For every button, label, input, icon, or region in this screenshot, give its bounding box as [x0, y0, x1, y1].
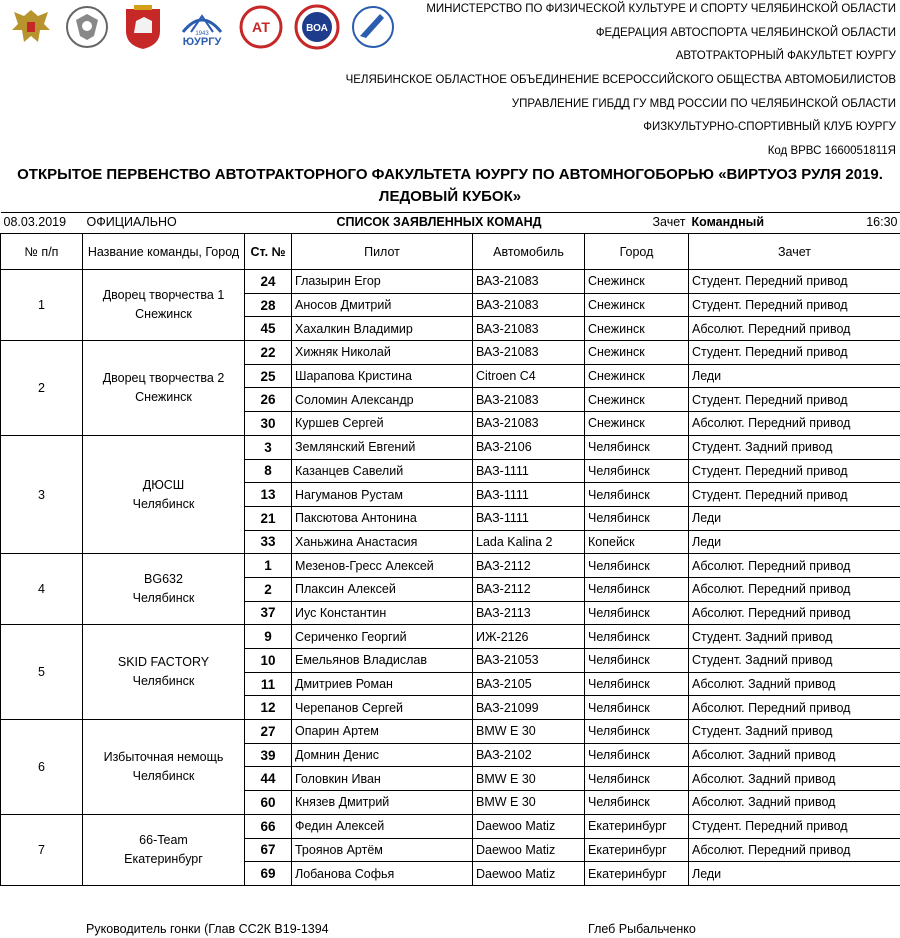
class-cell: Леди — [689, 364, 900, 388]
car-cell: ВАЗ-21083 — [473, 317, 585, 341]
team-number: 1 — [1, 270, 83, 341]
start_no-cell: 24 — [245, 270, 292, 294]
city-cell: Снежинск — [585, 317, 689, 341]
start_no-cell: 37 — [245, 601, 292, 625]
city-cell: Челябинск — [585, 577, 689, 601]
city-cell: Челябинск — [585, 649, 689, 673]
col-header: Зачет — [689, 234, 900, 270]
org-line: МИНИСТЕРСТВО ПО ФИЗИЧЕСКОЙ КУЛЬТУРЕ И СПОРТУ ЧЕЛЯБИНСКОЙ ОБЛАСТИ — [426, 3, 896, 15]
car-cell: ВАЗ-1111 — [473, 459, 585, 483]
team-name-cell — [83, 814, 245, 885]
start_no-cell: 30 — [245, 412, 292, 436]
city-cell: Челябинск — [585, 743, 689, 767]
team-name: 66-Team — [139, 832, 188, 847]
car-cell: ВАЗ-21083 — [473, 293, 585, 317]
start_no-cell: 44 — [245, 767, 292, 791]
city-cell: Снежинск — [585, 388, 689, 412]
class-cell: Студент. Передний привод — [689, 388, 900, 412]
city-cell: Челябинск — [585, 554, 689, 578]
start_no-cell: 66 — [245, 814, 292, 838]
class-cell: Студент. Передний привод — [689, 483, 900, 507]
city-cell: Челябинск — [585, 601, 689, 625]
pilot-cell: Паксютова Антонина — [292, 506, 473, 530]
class-cell: Абсолют. Передний привод — [689, 696, 900, 720]
pilot-cell: Емельянов Владислав — [292, 649, 473, 673]
car-cell: Daewoo Matiz — [473, 838, 585, 862]
svg-text:АТ: АТ — [252, 19, 270, 35]
pilot-cell: Лобанова Софья — [292, 862, 473, 886]
car-cell: ВАЗ-21099 — [473, 696, 585, 720]
col-header: Автомобиль — [473, 234, 585, 270]
table-row — [1, 720, 900, 744]
start_no-cell: 22 — [245, 341, 292, 365]
city-cell: Екатеринбург — [585, 862, 689, 886]
org-line: АВТОТРАКТОРНЫЙ ФАКУЛЬТЕТ ЮУРГУ — [675, 50, 896, 62]
table-row — [1, 341, 900, 365]
car-cell: ВАЗ-2102 — [473, 743, 585, 767]
class-cell: Абсолют. Задний привод — [689, 791, 900, 815]
pilot-cell: Землянский Евгений — [292, 435, 473, 459]
class-cell: Студент. Задний привод — [689, 435, 900, 459]
start_no-cell: 45 — [245, 317, 292, 341]
start_no-cell: 21 — [245, 506, 292, 530]
status-label: ОФИЦИАЛЬНО — [86, 215, 177, 229]
table-row — [1, 435, 900, 459]
start_no-cell: 39 — [245, 743, 292, 767]
car-cell: BMW E 30 — [473, 720, 585, 744]
pilot-cell: Федин Алексей — [292, 814, 473, 838]
team-name: Дворец творчества 2 — [102, 370, 225, 385]
car-cell: ВАЗ-2105 — [473, 672, 585, 696]
pilot-cell: Головкин Иван — [292, 767, 473, 791]
document-title — [0, 164, 900, 208]
eagle-seal-icon — [62, 2, 112, 52]
team-number: 7 — [1, 814, 83, 885]
class-cell: Леди — [689, 530, 900, 554]
car-cell: ВАЗ-2112 — [473, 554, 585, 578]
team-number: 2 — [1, 341, 83, 436]
class-cell: Студент. Задний привод — [689, 649, 900, 673]
class-cell: Студент. Передний привод — [689, 459, 900, 483]
team-name: BG632 — [144, 572, 183, 587]
team-name-cell — [83, 625, 245, 720]
russian-eagle-emblem-icon — [6, 2, 56, 52]
class-cell: Абсолют. Передний привод — [689, 554, 900, 578]
team-name-cell — [83, 554, 245, 625]
start_no-cell: 10 — [245, 649, 292, 673]
pilot-cell: Опарин Артем — [292, 720, 473, 744]
org-line: ЧЕЛЯБИНСКОЕ ОБЛАСТНОЕ ОБЪЕДИНЕНИЕ ВСЕРОССИЙСКОГО ОБЩЕСТВА АВТОМОБИЛИСТОВ — [345, 74, 896, 86]
car-cell: Daewoo Matiz — [473, 862, 585, 886]
susu-university-logo — [174, 2, 230, 52]
class-cell: Абсолют. Задний привод — [689, 767, 900, 791]
pilot-cell: Аносов Дмитрий — [292, 293, 473, 317]
att-faculty-logo — [236, 2, 286, 52]
pilot-cell: Шарапова Кристина — [292, 364, 473, 388]
pilot-cell: Иус Константин — [292, 601, 473, 625]
team-name: SKID FACTORY — [117, 655, 210, 670]
chelyabinsk-coat-of-arms-icon — [118, 2, 168, 52]
class-cell: Студент. Задний привод — [689, 625, 900, 649]
city-cell: Снежинск — [585, 364, 689, 388]
team-name-cell — [83, 720, 245, 815]
col-header: Ст. № — [245, 234, 292, 270]
race-director-name: Глеб Рыбальченко — [588, 922, 696, 936]
city-cell: Снежинск — [585, 341, 689, 365]
team-city: Снежинск — [135, 389, 192, 404]
car-cell: ВАЗ-21053 — [473, 649, 585, 673]
team-city: Челябинск — [132, 674, 195, 689]
car-cell: ВАЗ-21083 — [473, 341, 585, 365]
city-cell: Снежинск — [585, 270, 689, 294]
race-director-label: Руководитель гонки (Глав СС2К В19-1394 — [86, 922, 329, 936]
svg-text:1943: 1943 — [195, 31, 209, 36]
class-cell: Абсолют. Передний привод — [689, 838, 900, 862]
gai-inspection-logo — [348, 2, 398, 52]
city-cell: Челябинск — [585, 672, 689, 696]
class-cell: Студент. Передний привод — [689, 293, 900, 317]
start_no-cell: 26 — [245, 388, 292, 412]
city-cell: Снежинск — [585, 293, 689, 317]
class-cell: Студент. Передний привод — [689, 814, 900, 838]
table-row — [1, 625, 900, 649]
car-cell: BMW E 30 — [473, 791, 585, 815]
start_no-cell: 27 — [245, 720, 292, 744]
team-name-cell — [83, 341, 245, 436]
city-cell: Челябинск — [585, 459, 689, 483]
table-row — [1, 270, 900, 294]
title-line-1: ОТКРЫТОЕ ПЕРВЕНСТВО АВТОТРАКТОРНОГО ФАКУЛЬТЕТА ЮУРГУ ПО АВТОМНОГОБОРЬЮ «ВИРТУОЗ РУЛЯ 2019. — [17, 166, 883, 183]
event-time: 16:30 — [866, 215, 898, 229]
logos-bar — [6, 2, 398, 52]
class-cell: Абсолют. Задний привод — [689, 743, 900, 767]
car-cell: ВАЗ-21083 — [473, 270, 585, 294]
car-cell: ВАЗ-21083 — [473, 388, 585, 412]
city-cell: Челябинск — [585, 696, 689, 720]
susu-logo-text: ЮУРГУ — [182, 36, 222, 48]
org-line: УПРАВЛЕНИЕ ГИБДД ГУ МВД РОССИИ ПО ЧЕЛЯБИНСКОЙ ОБЛАСТИ — [511, 98, 896, 110]
city-cell: Челябинск — [585, 435, 689, 459]
pilot-cell: Домнин Денис — [292, 743, 473, 767]
event-date: 08.03.2019 — [3, 215, 67, 229]
col-header: Название команды, Город — [83, 234, 245, 270]
team-name: Избыточная немощь — [103, 749, 224, 764]
voa-society-logo — [292, 2, 342, 52]
table-row — [1, 814, 900, 838]
car-cell: Citroen C4 — [473, 364, 585, 388]
start_no-cell: 33 — [245, 530, 292, 554]
car-cell: Daewoo Matiz — [473, 814, 585, 838]
start_no-cell: 28 — [245, 293, 292, 317]
pilot-cell: Плаксин Алексей — [292, 577, 473, 601]
city-cell: Челябинск — [585, 720, 689, 744]
pilot-cell: Троянов Артём — [292, 838, 473, 862]
class-cell: Абсолют. Передний привод — [689, 317, 900, 341]
title-line-2: ЛЕДОВЫЙ КУБОК» — [378, 188, 522, 205]
pilot-cell: Ханьжина Анастасия — [292, 530, 473, 554]
class-cell: Студент. Передний привод — [689, 270, 900, 294]
col-header: Город — [585, 234, 689, 270]
org-line: ФЕДЕРАЦИЯ АВТОСПОРТА ЧЕЛЯБИНСКОЙ ОБЛАСТИ — [595, 27, 896, 39]
car-cell: ВАЗ-2112 — [473, 577, 585, 601]
pilot-cell: Князев Дмитрий — [292, 791, 473, 815]
class-cell: Абсолют. Задний привод — [689, 672, 900, 696]
column-header-row — [1, 234, 900, 270]
team-name: ДЮСШ — [142, 477, 185, 492]
pilot-cell: Нагуманов Рустам — [292, 483, 473, 507]
class-cell: Студент. Задний привод — [689, 720, 900, 744]
start_no-cell: 67 — [245, 838, 292, 862]
car-cell: Lada Kalina 2 — [473, 530, 585, 554]
start_no-cell: 69 — [245, 862, 292, 886]
team-city: Челябинск — [132, 768, 195, 783]
team-city: Челябинск — [132, 496, 195, 511]
class-cell: Леди — [689, 506, 900, 530]
city-cell: Снежинск — [585, 412, 689, 436]
car-cell: ВАЗ-1111 — [473, 506, 585, 530]
teams-table — [0, 212, 900, 886]
start_no-cell: 3 — [245, 435, 292, 459]
car-cell: ВАЗ-2106 — [473, 435, 585, 459]
city-cell: Екатеринбург — [585, 838, 689, 862]
class-cell: Абсолют. Передний привод — [689, 601, 900, 625]
team-number: 6 — [1, 720, 83, 815]
pilot-cell: Сериченко Георгий — [292, 625, 473, 649]
start_no-cell: 9 — [245, 625, 292, 649]
registry-code: Код ВРВС 1660051811Я — [767, 145, 896, 157]
pilot-cell: Дмитриев Роман — [292, 672, 473, 696]
city-cell: Челябинск — [585, 625, 689, 649]
col-header: Пилот — [292, 234, 473, 270]
pilot-cell: Хахалкин Владимир — [292, 317, 473, 341]
class-cell: Студент. Передний привод — [689, 341, 900, 365]
start_no-cell: 2 — [245, 577, 292, 601]
city-cell: Екатеринбург — [585, 814, 689, 838]
car-cell: ВАЗ-2113 — [473, 601, 585, 625]
city-cell: Челябинск — [585, 506, 689, 530]
start_no-cell: 25 — [245, 364, 292, 388]
start_no-cell: 11 — [245, 672, 292, 696]
car-cell: ВАЗ-1111 — [473, 483, 585, 507]
car-cell: ИЖ-2126 — [473, 625, 585, 649]
list-title: СПИСОК ЗАЯВЛЕННЫХ КОМАНД — [336, 215, 542, 229]
start_no-cell: 8 — [245, 459, 292, 483]
car-cell: ВАЗ-21083 — [473, 412, 585, 436]
info-row — [1, 213, 900, 234]
team-city: Челябинск — [132, 591, 195, 606]
class-cell: Абсолют. Передний привод — [689, 412, 900, 436]
pilot-cell: Мезенов-Гресс Алексей — [292, 554, 473, 578]
city-cell: Копейск — [585, 530, 689, 554]
car-cell: BMW E 30 — [473, 767, 585, 791]
team-name: Дворец творчества 1 — [102, 288, 225, 303]
org-line: ФИЗКУЛЬТУРНО-СПОРТИВНЫЙ КЛУБ ЮУРГУ — [643, 121, 896, 133]
start_no-cell: 13 — [245, 483, 292, 507]
team-city: Екатеринбург — [124, 851, 203, 866]
col-header: № п/п — [1, 234, 83, 270]
pilot-cell: Хижняк Николай — [292, 341, 473, 365]
city-cell: Челябинск — [585, 483, 689, 507]
pilot-cell: Казанцев Савелий — [292, 459, 473, 483]
start_no-cell: 12 — [245, 696, 292, 720]
classification-value: Командный — [691, 215, 765, 229]
pilot-cell: Глазырин Егор — [292, 270, 473, 294]
team-city: Снежинск — [135, 307, 192, 322]
pilot-cell: Куршев Сергей — [292, 412, 473, 436]
table-row — [1, 554, 900, 578]
team-number: 5 — [1, 625, 83, 720]
city-cell: Челябинск — [585, 791, 689, 815]
class-cell: Абсолют. Передний привод — [689, 577, 900, 601]
svg-text:ВОА: ВОА — [306, 23, 328, 34]
classification-label: Зачет — [652, 215, 686, 229]
team-number: 3 — [1, 435, 83, 553]
city-cell: Челябинск — [585, 767, 689, 791]
pilot-cell: Черепанов Сергей — [292, 696, 473, 720]
class-cell: Леди — [689, 862, 900, 886]
start_no-cell: 60 — [245, 791, 292, 815]
team-number: 4 — [1, 554, 83, 625]
team-name-cell — [83, 435, 245, 553]
pilot-cell: Соломин Александр — [292, 388, 473, 412]
start_no-cell: 1 — [245, 554, 292, 578]
team-name-cell — [83, 270, 245, 341]
